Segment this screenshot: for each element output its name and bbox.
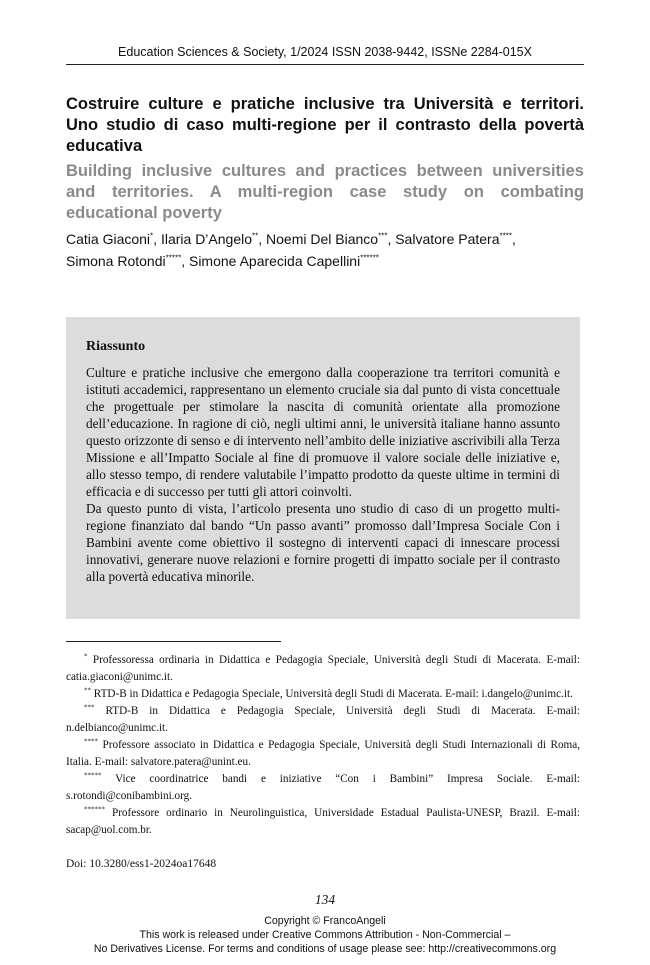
footnote: *** RTD-B in Didattica e Pedagogia Speciale, Università degli Studi di Macerata. E-mail: n.delbianco@unimc.it. (66, 703, 580, 734)
footnote: ***** Vice coordinatrice bandi e iniziative “Con i Bambini” Impresa Sociale. E-mail: s.rotondi@conibambini.org. (66, 771, 580, 802)
author-list (66, 228, 584, 272)
abstract-paragraph: Culture e pratiche inclusive che emergono dalla cooperazione tra territori comunità e istituti accademici, rappresentano un elemento cruciale sia dal punto di vista concettuale che progettuale per stimolare la nascita di comunità orientate alla promozione dell’educazione. In ragione di ciò, negli ultimi anni, le università italiane hanno assunto questo orizzonte di senso e di intervento nell’ambito delle iniziative ascrivibili alla Terza Missione e all’Impatto Sociale al fine di promuove il valore sociale delle iniziative e, allo stesso tempo, di rendere valutabile l’impatto prodotto da queste ultime in termini di efficacia e di successo per tutti gli attori coinvolti. (86, 365, 560, 499)
copyright-line: Copyright © FrancoAngeli (264, 915, 386, 927)
footnote: **** Professore associato in Didattica e Pedagogia Speciale, Università degli Studi Internazionali di Roma, Italia. E-mail: salvatore.patera@unint.eu. (66, 737, 580, 768)
abstract-box (66, 317, 580, 619)
author: Simone Aparecida Capellini****** (188, 253, 379, 269)
header-rule (66, 64, 584, 65)
author: Simona Rotondi*****, (66, 253, 189, 269)
footnote: ** RTD-B in Didattica e Pedagogia Speciale, Università degli Studi di Macerata. E-mail: i.dangelo@unimc.it. (84, 686, 573, 700)
author: Noemi Del Bianco***, (266, 231, 396, 247)
author: Catia Giaconi*, (66, 231, 161, 247)
abstract-paragraph: Da questo punto di vista, l’articolo presenta uno studio di caso di un progetto multi-regione finanziato dal bando “Un passo avanti” promosso dall’Impresa Sociale Con i Bambini avente come obiettivo il sostegno di interventi capaci di innescare processi innovativi, generare nuove relazioni e fornire progetti di impatto sociale per il contrasto alla povertà educativa minorile. (86, 501, 560, 584)
title-block (66, 94, 584, 272)
title-italian: Costruire culture e pratiche inclusive tra Università e territori. Uno studio di caso multi-regione per il contrasto della povertà educativa (66, 95, 584, 155)
copyright-notice (0, 914, 650, 956)
journal-header: Education Sciences & Society, 1/2024 ISSN 2038-9442, ISSNe 2284-015X (118, 45, 532, 59)
license-line: No Derivatives License. For terms and conditions of usage please see: http://creativecommons.org (93, 943, 557, 955)
author: Ilaria D’Angelo**, (160, 231, 267, 247)
abstract-heading: Riassunto (86, 339, 146, 354)
doi: Doi: 10.3280/ess1-2024oa17648 (66, 858, 217, 870)
license-line: This work is released under Creative Commons Attribution - Non-Commercial – (139, 929, 511, 941)
footnote: ****** Professore ordinario in Neurolinguistica, Universidade Estadual Paulista-UNESP, Brazil. E-mail: sacap@uol.com.br. (66, 805, 580, 836)
footnotes (66, 652, 580, 839)
page-number: 134 (314, 892, 336, 907)
footnote: * Professoressa ordinaria in Didattica e Pedagogia Speciale, Università degli Studi di Macerata. E-mail: catia.giaconi@unimc.it. (66, 652, 581, 683)
author: Salvatore Patera****, (395, 231, 516, 247)
title-english: Building inclusive cultures and practices between universities and territories. A multi-region case study on combating educational poverty (66, 162, 584, 222)
footnote-rule (66, 641, 281, 642)
